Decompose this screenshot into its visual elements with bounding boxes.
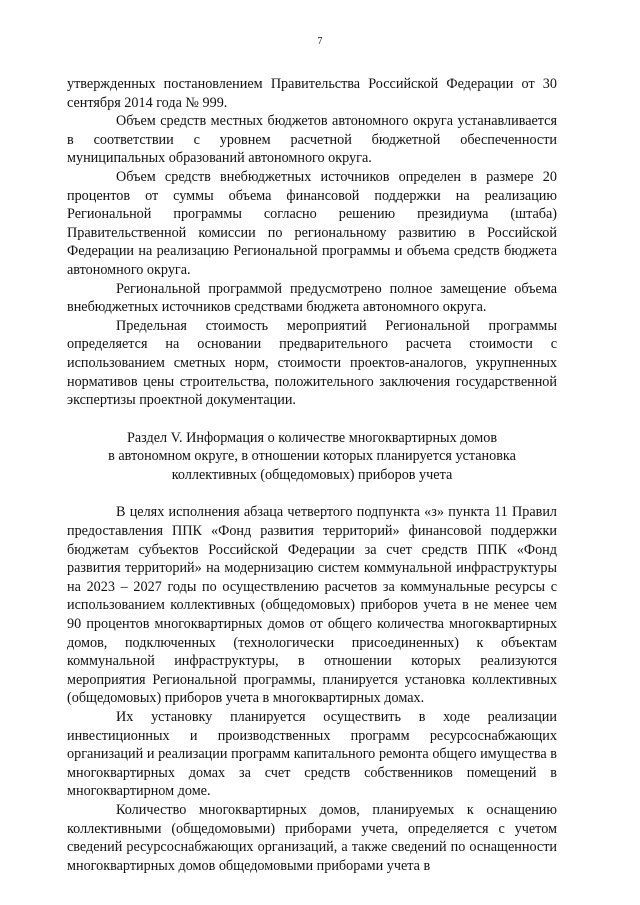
section-heading-line: Раздел V. Информация о количестве многоквартирных домов: [126, 429, 498, 446]
paragraph: утвержденных постановлением Правительства Российской Федерации от 30 сентября 2014 года № 999.: [67, 76, 557, 111]
paragraph: В целях исполнения абзаца четвертого подпункта «з» пункта 11 Правил предоставления ППК «Фонд развития территорий» финансовой поддержки бюджетам субъектов Российской Федерации за счет средств ППК «Фонд развития территорий» на модернизацию систем коммунальной инфраструктуры на 2023 – 2027 годы по осуществлению расчетов за коммунальные ресурсы с использованием коллективных (общедомовых) приборов учета в не менее чем 90 процентов многоквартирных домов от общего количества многоквартирных домов, подключенных (технологически присоединенных) к объектам коммунальной инфраструктуры, в отношении которых реализуются мероприятия Региональной программы, планируется установка коллективных (общедомовых) приборов учета в многоквартирных домах.: [67, 504, 557, 707]
paragraph: Количество многоквартирных домов, планируемых к оснащению коллективными (общедомовыми) приборами учета, определяется с учетом сведений ресурсоснабжающих организаций, а также сведений по оснащенности многоквартирных домов общедомовыми приборами учета в: [67, 801, 557, 874]
section-heading-line: в автономном округе, в отношении которых планируется установка: [108, 448, 516, 465]
paragraph: Объем средств местных бюджетов автономного округа устанавливается в соответствии с уровнем расчетной бюджетной обеспеченности муниципальных образований автономного округа.: [67, 113, 557, 167]
section-heading-line: коллективных (общедомовых) приборов учета: [171, 466, 453, 483]
section-heading: [67, 429, 557, 485]
paragraph: Предельная стоимость мероприятий Региональной программы определяется на основании предварительного расчета стоимости с использованием сметных норм, стоимости проектов-аналогов, укрупненных нормативов цены строительства, положительного заключения государственной экспертизы проектной документации.: [67, 317, 557, 409]
paragraph: Региональной программой предусмотрено полное замещение объема внебюджетных источников средствами бюджета автономного округа.: [67, 280, 557, 316]
paragraph: Объем средств внебюджетных источников определен в размере 20 процентов от суммы объема финансовой поддержки на реализацию Региональной программы согласно решению президиума (штаба) Правительственной комиссии по региональному развитию в Российской Федерации на реализацию Региональной программы и объема средств бюджета автономного округа.: [67, 168, 557, 278]
paragraph: Их установку планируется осуществить в ходе реализации инвестиционных и производственных программ ресурсоснабжающих организаций и реализации программ капитального ремонта общего имущества в многоквартирных домах за счет средств собственников помещений в многоквартирном доме.: [67, 709, 557, 800]
page-number: 7: [317, 36, 323, 47]
document-body: [67, 75, 557, 875]
